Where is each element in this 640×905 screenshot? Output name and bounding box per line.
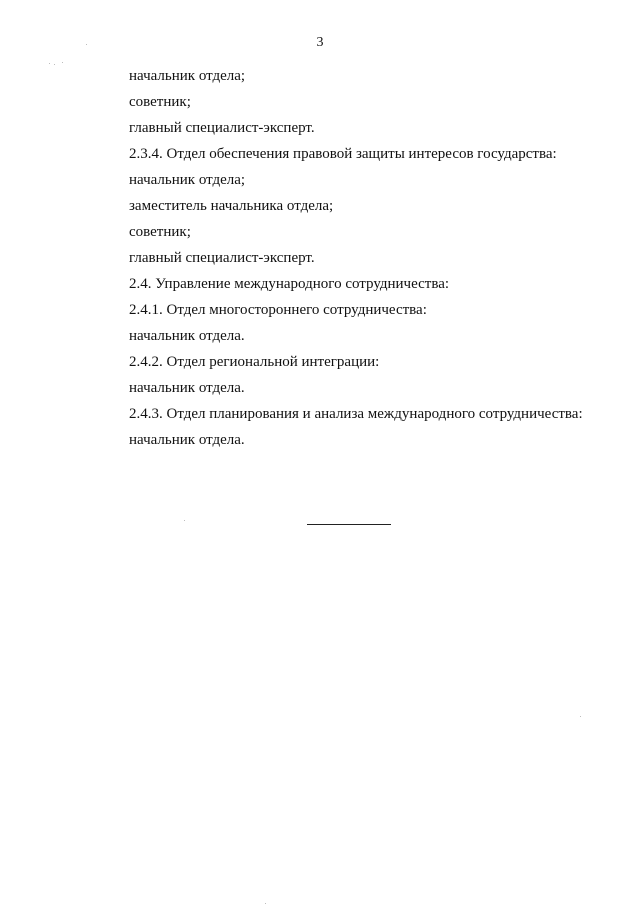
section-heading: 2.4.3. Отдел планирования и анализа международного сотрудничества:: [129, 406, 583, 422]
list-item: начальник отдела.: [129, 432, 245, 448]
section-heading: 2.4. Управление международного сотрудничества:: [129, 276, 450, 292]
scan-speck: [49, 63, 50, 64]
list-item: начальник отдела;: [129, 172, 246, 188]
section-heading: 2.3.4. Отдел обеспечения правовой защиты интересов государства:: [129, 146, 557, 162]
scan-speck: [62, 62, 63, 63]
section-heading: 2.4.1. Отдел многостороннего сотрудничества:: [129, 302, 427, 318]
scan-speck: [86, 44, 87, 45]
document-body: [129, 63, 609, 453]
scan-speck: [580, 716, 581, 717]
list-item: советник;: [129, 224, 191, 240]
list-item: главный специалист-эксперт.: [129, 250, 315, 266]
page-number: 3: [316, 35, 324, 50]
end-separator-line: [307, 524, 391, 525]
list-item: начальник отдела;: [129, 68, 246, 84]
section-heading: 2.4.2. Отдел региональной интеграции:: [129, 354, 380, 370]
list-item: начальник отдела.: [129, 328, 245, 344]
scan-speck: [184, 520, 185, 521]
list-item: начальник отдела.: [129, 380, 245, 396]
list-item: главный специалист-эксперт.: [129, 120, 315, 136]
scan-speck: [265, 903, 266, 904]
list-item: советник;: [129, 94, 191, 110]
list-item: заместитель начальника отдела;: [129, 198, 334, 214]
scan-speck: [54, 64, 55, 65]
